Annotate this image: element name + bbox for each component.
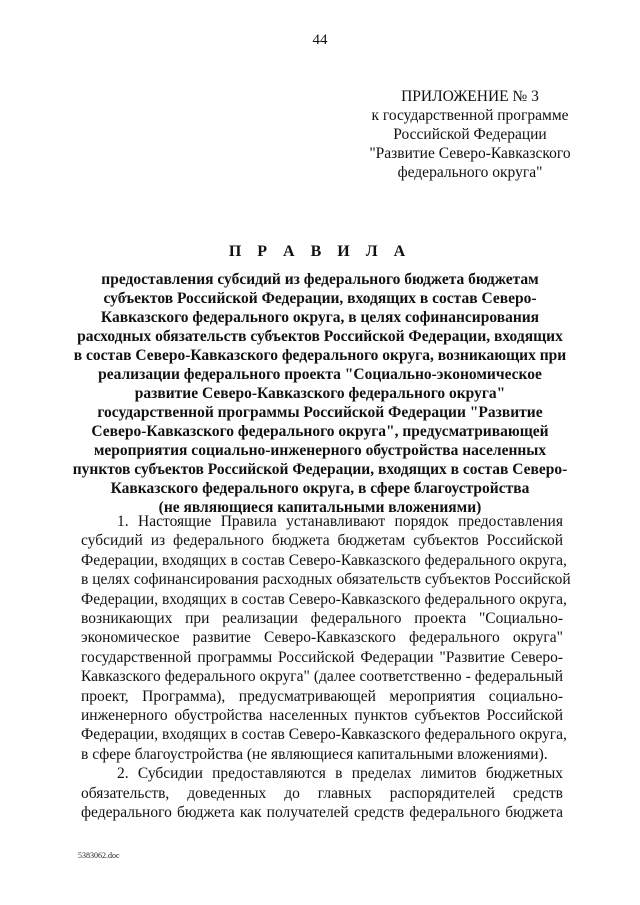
- appendix-header: [340, 87, 600, 182]
- paragraph-line: федерального бюджета как получателей средств федерального бюджета: [81, 804, 563, 822]
- paragraph-line: проект, Программа), предусматривающей мероприятия социально-: [81, 687, 563, 705]
- paragraph-line: государственной программы Российской Федерации "Развитие Северо-: [81, 648, 563, 666]
- paragraph-line: обязательств, доведенных до главных распорядителей средств: [81, 784, 563, 802]
- subtitle-line: субъектов Российской Федерации, входящих в состав Северо-: [103, 290, 537, 307]
- paragraph-2: [81, 764, 563, 822]
- subtitle-line: (не являющиеся капитальными вложениями): [158, 499, 482, 516]
- subtitle-line: в состав Северо-Кавказского федерального округа, возникающих при: [73, 347, 567, 364]
- paragraph-line: в целях софинансирования расходных обязательств субъектов Российской: [81, 571, 571, 589]
- page-number: 44: [312, 32, 328, 48]
- document-body: [81, 512, 571, 823]
- appendix-line: Российской Федерации: [393, 126, 547, 143]
- subtitle-line: Кавказского федерального округа, в сфере благоустройства: [110, 480, 530, 497]
- paragraph-line: 2. Субсидии предоставляются в пределах лимитов бюджетных: [117, 765, 563, 783]
- appendix-title: ПРИЛОЖЕНИЕ № 3: [401, 88, 539, 105]
- subtitle-line: развитие Северо-Кавказского федерального округа": [134, 385, 506, 402]
- appendix-line: федерального округа": [397, 164, 543, 181]
- paragraph-line: Федерации, входящих в состав Северо-Кавказского федерального округа,: [81, 551, 567, 569]
- subtitle-line: предоставления субсидий из федерального бюджета бюджетам: [101, 271, 539, 288]
- paragraph-line: субсидий из федерального бюджета бюджетам субъектов Российской: [81, 532, 563, 550]
- appendix-line: к государственной программе: [371, 107, 569, 124]
- paragraph-line: экономическое развитие Северо-Кавказского федерального округа": [81, 629, 563, 647]
- subtitle-line: государственной программы Российской Федерации "Развитие: [97, 404, 543, 421]
- paragraph-line: Кавказского федерального округа" (далее соответственно - федеральный: [81, 668, 563, 686]
- subtitle-line: Северо-Кавказского федерального округа", предусматривающей: [91, 423, 549, 440]
- paragraph-line: возникающих при реализации федерального проекта "Социально-: [81, 610, 563, 628]
- subtitle-line: пунктов субъектов Российской Федерации, входящих в состав Северо-: [72, 461, 568, 478]
- paragraph-line: Федерации, входящих в состав Северо-Кавказского федерального округа,: [81, 726, 567, 744]
- subtitle-line: мероприятия социально-инженерного обустройства населенных: [93, 442, 547, 459]
- document-heading: П Р А В И Л А: [228, 243, 412, 260]
- paragraph-line: Федерации, входящих в состав Северо-Кавказского федерального округа,: [81, 590, 567, 608]
- paragraph-1: [81, 512, 571, 764]
- subtitle-line: расходных обязательств субъектов Российской Федерации, входящих: [77, 328, 563, 345]
- subtitle-line: Кавказского федерального округа, в целях софинансирования: [100, 309, 540, 326]
- document-subtitle: [60, 270, 580, 517]
- subtitle-line: реализации федерального проекта "Социально-экономическое: [98, 366, 542, 383]
- document-file-code: 5383062.doc: [78, 851, 120, 860]
- paragraph-line: инженерного обустройства населенных пунктов субъектов Российской: [81, 707, 563, 725]
- paragraph-line: в сфере благоустройства (не являющиеся капитальными вложениями).: [81, 745, 548, 763]
- appendix-line: "Развитие Северо-Кавказского: [369, 145, 571, 162]
- paragraph-line: 1. Настоящие Правила устанавливают порядок предоставления: [117, 513, 563, 530]
